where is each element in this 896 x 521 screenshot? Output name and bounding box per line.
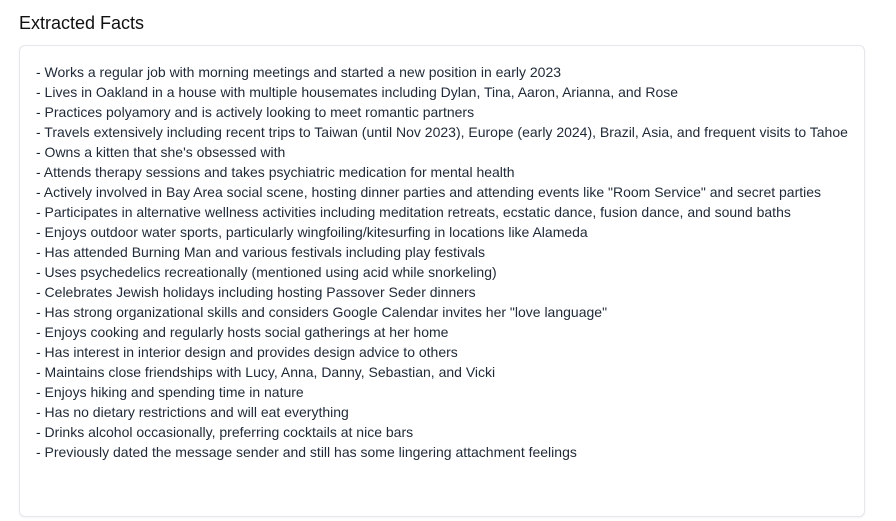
fact-line: - Enjoys outdoor water sports, particularly wingfoiling/kitesurfing in locations like Alameda bbox=[36, 224, 588, 240]
fact-line: - Has strong organizational skills and considers Google Calendar invites her "love language" bbox=[36, 304, 608, 320]
fact-line: - Maintains close friendships with Lucy, Anna, Danny, Sebastian, and Vicki bbox=[36, 364, 496, 380]
fact-line: - Enjoys hiking and spending time in nature bbox=[36, 384, 304, 400]
fact-line: - Participates in alternative wellness activities including meditation retreats, ecstatic dance, fusion dance, and sound baths bbox=[36, 204, 791, 220]
section-title: Extracted Facts bbox=[19, 13, 145, 33]
fact-line: - Enjoys cooking and regularly hosts social gatherings at her home bbox=[36, 324, 449, 340]
fact-line: - Drinks alcohol occasionally, preferring cocktails at nice bars bbox=[36, 424, 414, 440]
fact-line: - Travels extensively including recent trips to Taiwan (until Nov 2023), Europe (early 2024), Brazil, Asia, and frequent visits to Tahoe bbox=[36, 124, 848, 140]
facts-card bbox=[19, 45, 865, 517]
fact-line: - Practices polyamory and is actively looking to meet romantic partners bbox=[36, 104, 475, 120]
fact-line: - Has attended Burning Man and various festivals including play festivals bbox=[36, 244, 486, 260]
fact-line: - Owns a kitten that she's obsessed with bbox=[36, 144, 286, 160]
fact-line: - Uses psychedelics recreationally (mentioned using acid while snorkeling) bbox=[36, 264, 497, 280]
facts-text[interactable] bbox=[36, 62, 850, 462]
fact-line: - Previously dated the message sender and still has some lingering attachment feelings bbox=[36, 444, 577, 460]
fact-line: - Celebrates Jewish holidays including hosting Passover Seder dinners bbox=[36, 284, 476, 300]
fact-line: - Lives in Oakland in a house with multiple housemates including Dylan, Tina, Aaron, Arianna, and Rose bbox=[36, 84, 679, 100]
fact-line: - Attends therapy sessions and takes psychiatric medication for mental health bbox=[36, 164, 515, 180]
fact-line: - Works a regular job with morning meetings and started a new position in early 2023 bbox=[36, 64, 562, 80]
fact-line: - Has interest in interior design and provides design advice to others bbox=[36, 344, 458, 360]
fact-line: - Actively involved in Bay Area social scene, hosting dinner parties and attending events like "Room Service" and secret parties bbox=[36, 184, 822, 200]
fact-line: - Has no dietary restrictions and will eat everything bbox=[36, 404, 349, 420]
